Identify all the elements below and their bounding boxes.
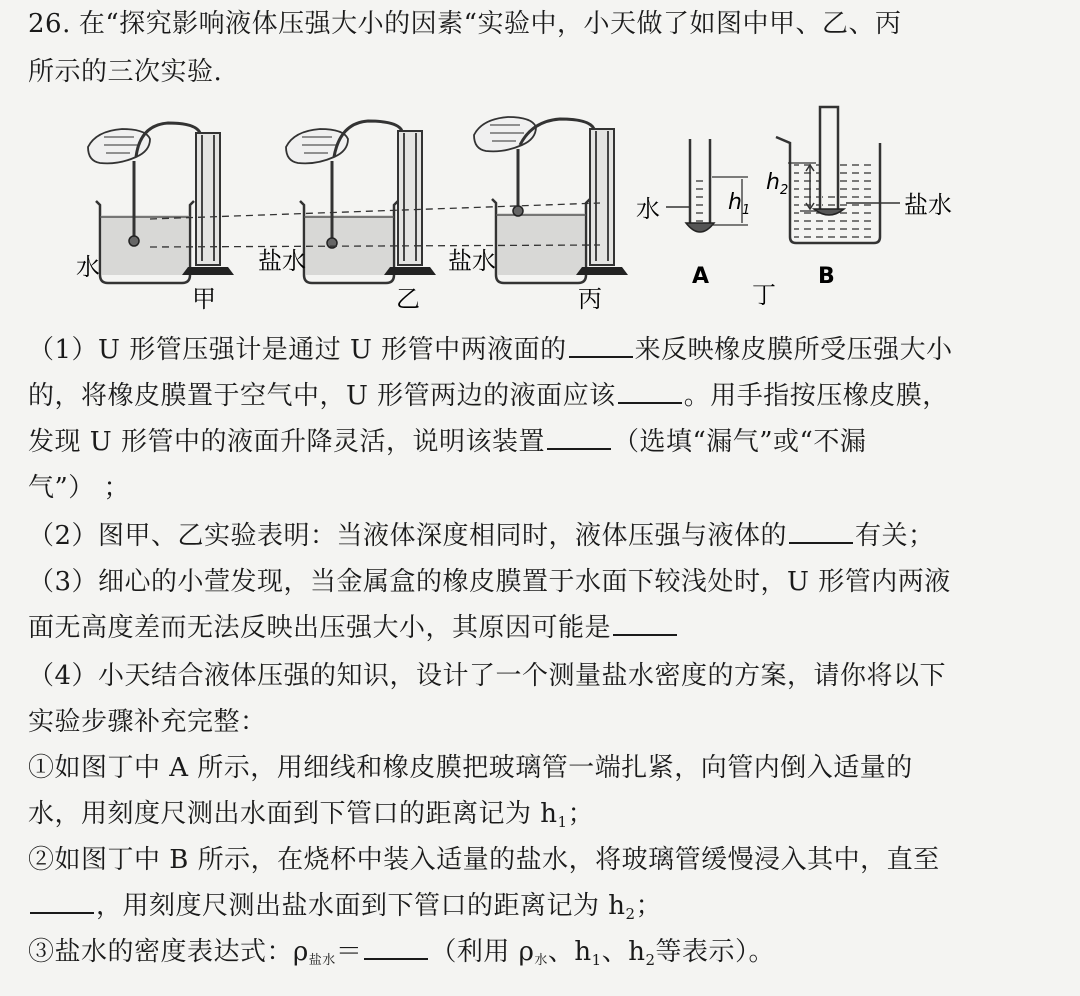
label-jia: 甲	[192, 285, 216, 313]
beaker-jia	[96, 201, 194, 283]
question-stem-line2: 所示的三次实验.	[28, 57, 223, 87]
q4-blank-step3[interactable]	[364, 932, 428, 960]
question-number: 26.	[28, 9, 71, 39]
q1-line1: （1）U 形管压强计是通过 U 形管中两液面的 来反映橡皮膜所受压强大小	[28, 328, 953, 372]
label-tube-water: 水	[636, 195, 660, 223]
q1-blank-3[interactable]	[547, 422, 611, 450]
experiment-figure	[0, 105, 1080, 320]
hand-jia	[88, 129, 150, 163]
hand-yi	[286, 129, 348, 163]
label-h1: $h_1$	[728, 190, 751, 218]
label-bing: 丙	[578, 285, 602, 313]
label-beaker-saltwater: 盐水	[904, 191, 952, 219]
q1-blank-2[interactable]	[618, 376, 682, 404]
q4-step2-line1: ②如图丁中 B 所示，在烧杯中装入适量的盐水，将玻璃管缓慢浸入其中，直至	[28, 845, 940, 875]
label-water-jia: 水	[76, 253, 100, 281]
q1-line4: 气”） ；	[28, 473, 131, 503]
q1-line2: 的，将橡皮膜置于空气中，U 形管两边的液面应该 。用手指按压橡皮膜，	[28, 374, 949, 418]
beaker-bing	[492, 199, 590, 283]
q1-line3: 发现 U 形管中的液面升降灵活，说明该装置 （选填“漏气”或“不漏	[28, 420, 866, 464]
q4-step1-line2: 水，用刻度尺测出水面到下管口的距离记为 $h_1$；	[28, 799, 595, 831]
label-h2: $h_2$	[766, 170, 789, 198]
label-B: B	[818, 264, 835, 289]
q4-step2-line2: ，用刻度尺测出盐水面到下管口的距离记为 $h_2$；	[28, 884, 662, 936]
q3-line2: 面无高度差而无法反映出压强大小，其原因可能是	[28, 606, 679, 650]
q4-line2: 实验步骤补充完整：	[28, 707, 267, 737]
q2-line1: （2）图甲、乙实验表明：当液体深度相同时，液体压强与液体的 有关；	[28, 514, 935, 558]
question-stem-text: 在“探究影响液体压强大小的因素“实验中，小天做了如图中甲、乙、丙	[78, 9, 902, 39]
q3-line1: （3）细心的小萱发现，当金属盒的橡皮膜置于水面下较浅处时，U 形管内两液	[28, 567, 951, 597]
setup-yi	[286, 121, 436, 283]
q4-step3-line: ③盐水的密度表达式：ρ盐水＝ （利用 ρ水、$h_1$、$h_2$等表示）。	[28, 930, 775, 983]
q2-blank-1[interactable]	[789, 516, 853, 544]
setup-jia	[88, 123, 234, 283]
label-yi: 乙	[396, 285, 420, 313]
q3-blank-1[interactable]	[613, 608, 677, 636]
question-stem-line1	[28, 2, 901, 46]
glass-tube-A	[666, 139, 751, 232]
q4-blank-step2[interactable]	[30, 886, 94, 914]
beaker-yi	[300, 201, 398, 283]
q4-step1-line1: ①如图丁中 A 所示，用细线和橡皮膜把玻璃管一端扎紧，向管内倒入适量的	[28, 753, 913, 783]
label-ding: 丁	[752, 281, 776, 309]
setup-bing	[474, 117, 628, 283]
label-saltwater-yi: 盐水	[258, 247, 306, 275]
q4-line1: （4）小天结合液体压强的知识，设计了一个测量盐水密度的方案，请你将以下	[28, 661, 947, 691]
q1-blank-1[interactable]	[569, 330, 633, 358]
beaker-B	[776, 107, 900, 243]
label-A: A	[692, 264, 710, 289]
label-saltwater-bing: 盐水	[448, 247, 496, 275]
